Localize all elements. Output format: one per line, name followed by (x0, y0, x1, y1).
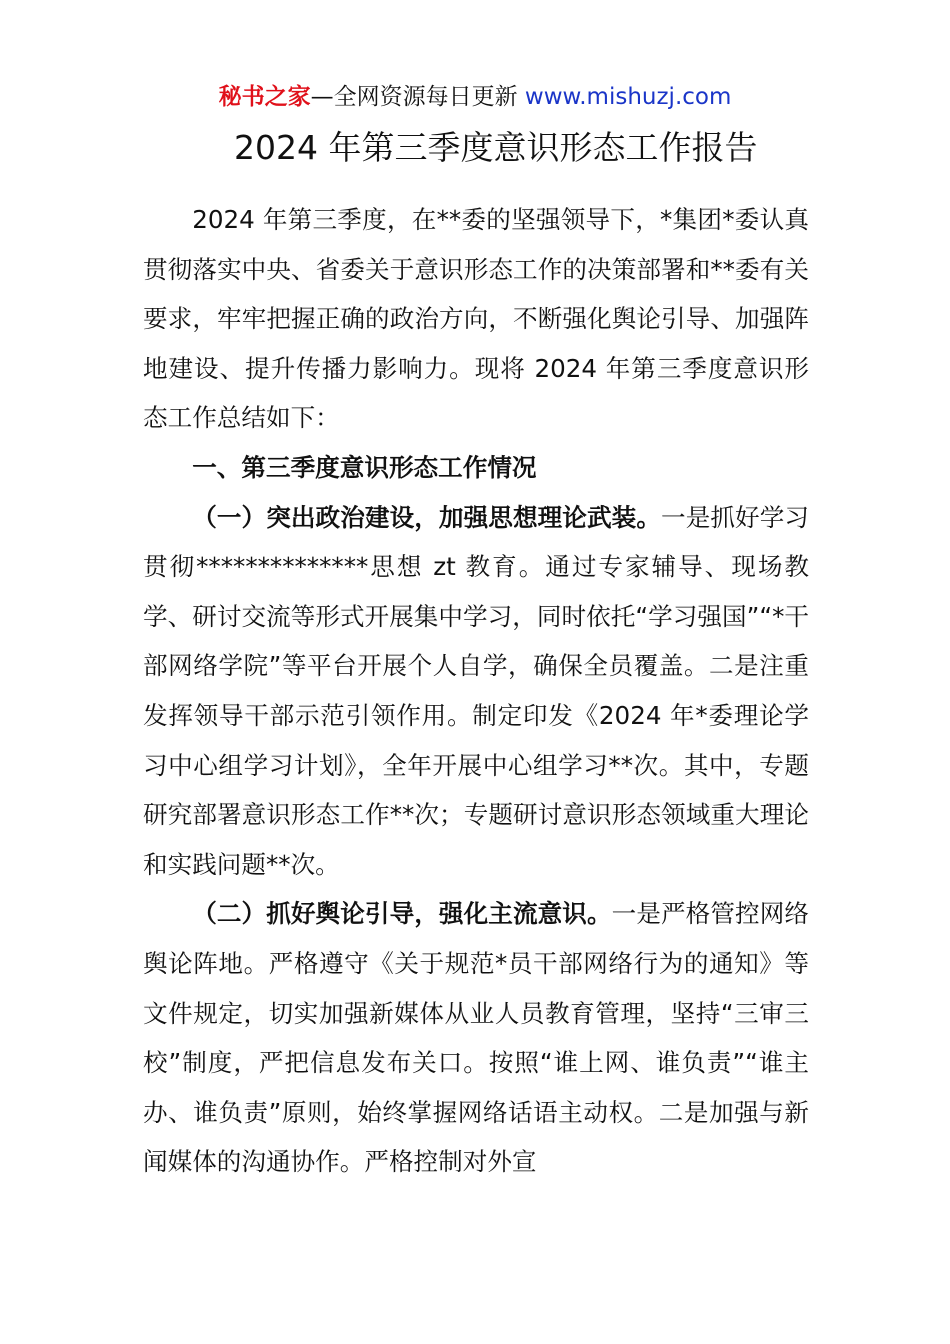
intro-paragraph: 2024 年第三季度，在**委的坚强领导下，*集团*委认真贯彻落实中央、省委关于意识形态工作的决策部署和**委有关要求，牢牢把握正确的政治方向，不断强化舆论引导、加强阵地建设、提升传播力影响力。现将 2024 年第三季度意识形态工作总结如下： (143, 205, 809, 433)
section-heading: 一、第三季度意识形态工作情况 (192, 452, 537, 482)
document-body (143, 195, 809, 1187)
header-tagline: —全网资源每日更新 (310, 84, 525, 110)
site-header (0, 80, 950, 114)
item-2-paragraph (143, 889, 809, 1187)
item-1-heading: （一）突出政治建设，加强思想理论武装。 (192, 502, 662, 532)
item-2-text: 一是严格管控网络舆论阵地。严格遵守《关于规范*员干部网络行为的通知》等文件规定，切实加强新媒体从业人员教育管理，坚持“三审三校”制度，严把信息发布关口。按照“谁上网、谁负责”“谁主办、谁负责”原则，始终掌握网络话语主动权。二是加强与新闻媒体的沟通协作。严格控制对外宣 (143, 899, 809, 1177)
site-url[interactable]: www.mishuzj.com (524, 84, 732, 110)
brand-name: 秘书之家 (218, 84, 311, 110)
item-2-heading: （二）抓好舆论引导，强化主流意识。 (192, 899, 612, 929)
item-1-paragraph (143, 493, 809, 890)
item-1-text: 一是抓好学习贯彻**************思想 zt 教育。通过专家辅导、现场教学、研讨交流等形式开展集中学习，同时依托“学习强国”“*干部网络学院”等平台开展个人自学，确保全员覆盖。二是注重发挥领导干部示范引领作用。制定印发《2024 年*委理论学习中心组学习计划》，全年开展中心组学习**次。其中，专题研究部署意识形态工作**次；专题研讨意识形态领域重大理论和实践问题**次。 (143, 502, 809, 879)
document-title: 2024 年第三季度意识形态工作报告 (234, 128, 758, 167)
